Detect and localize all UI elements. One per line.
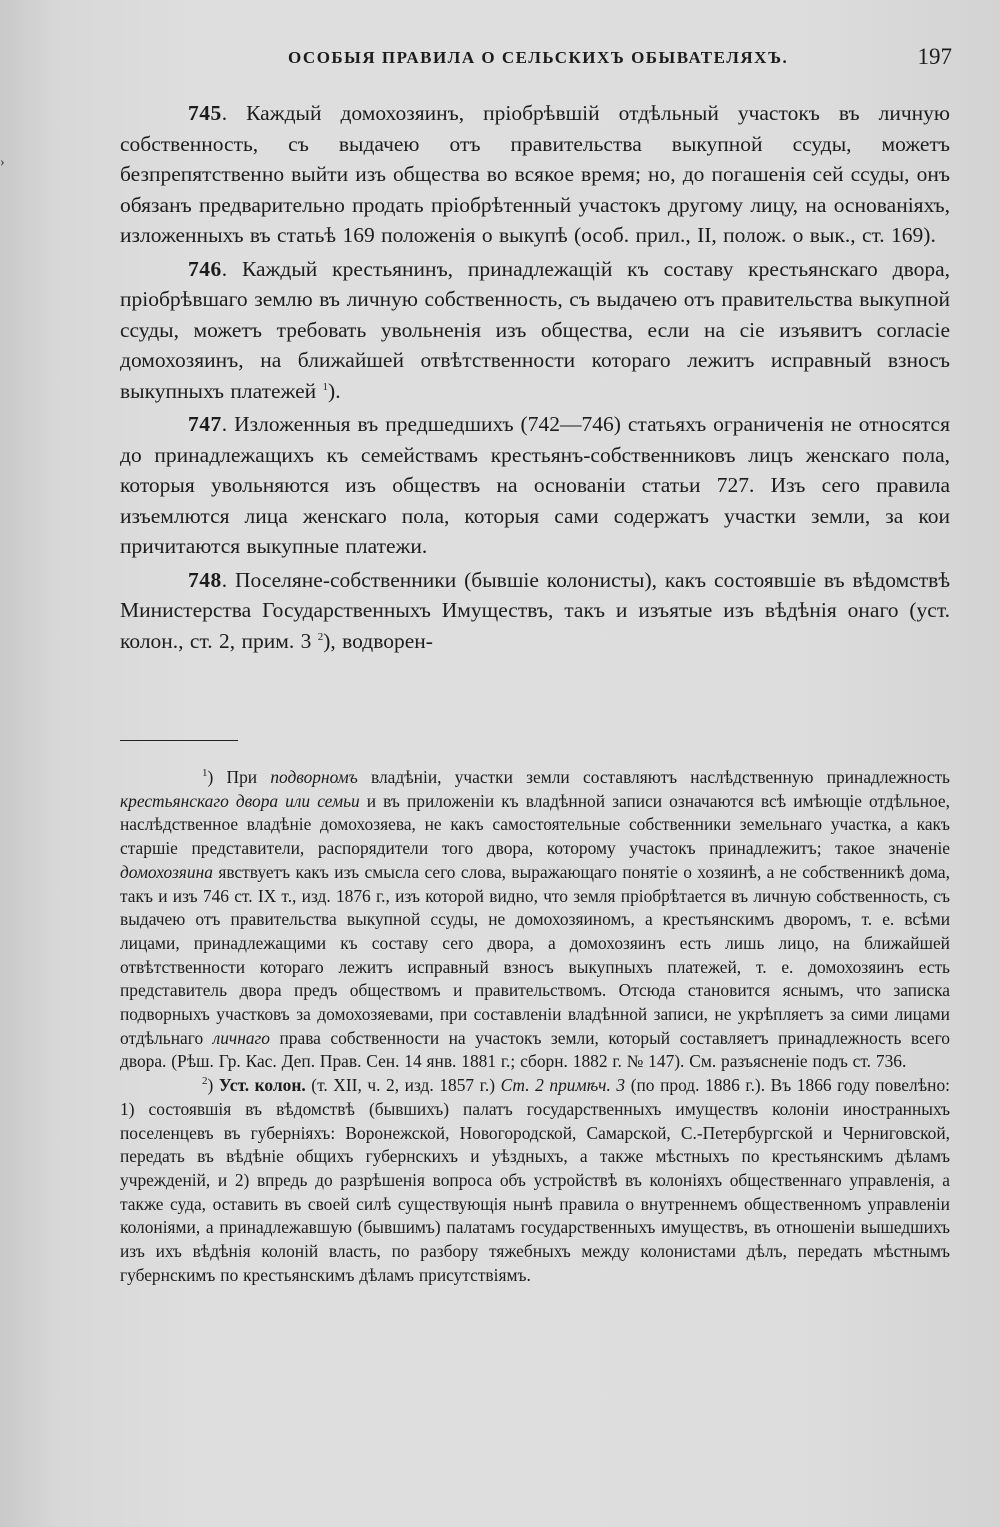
footnote-text-segment: личнаго (212, 1027, 271, 1048)
footnote-text-segment: домохозяина (120, 861, 213, 882)
article-747 (120, 409, 950, 562)
footnote-2 (120, 1074, 950, 1287)
article-number: 746 (188, 256, 222, 281)
main-text (120, 98, 950, 659)
footnote-text-segment: ) При (207, 767, 271, 787)
footnote-text-segment: владѣніи, участки земли составляютъ наслѣдственную принадлежность (357, 767, 950, 787)
footnote-text-segment: (по прод. 1886 г.). Въ 1866 году повелѣно: 1) состоявшія въ вѣдомствѣ (бывшихъ) палатъ государственныхъ имуществъ колоніи иностранныхъ поселенцевъ въ губерніяхъ: Воронежской, Новогородской, Самарской, С.-Петербургской и Черниговской, передать въ вѣдѣніе общихъ губернскихъ и уѣздныхъ, а также мѣстныхъ по крестьянскимъ дѣламъ учрежденій, и 2) впредь до разрѣшенія вопроса объ устройствѣ въ колоніяхъ общественнаго управленія, а также суда, оставить въ своей силѣ существующія нынѣ правила о внутреннемъ общественномъ управленіи колоніями, а принадлежавшую (бывшимъ) палатамъ государственныхъ имуществъ, въ отношеніи вышедшихъ изъ ихъ вѣдѣнія колоній власть, по разбору тяжебныхъ между колонистами дѣлъ, передать мѣстнымъ губернскимъ по крестьянскимъ дѣламъ присутствіямъ. (120, 1075, 950, 1285)
footnote-text-segment: Уст. колон. (218, 1075, 306, 1096)
article-number: 745 (188, 101, 222, 125)
article-745 (120, 98, 950, 251)
article-text-tail: ). (328, 378, 341, 403)
footnote-separator (120, 740, 238, 741)
footnote-text-segment: Ст. 2 примѣч. 3 (500, 1075, 626, 1096)
article-text-tail: ), водворен- (323, 628, 433, 653)
page-number: 197 (917, 44, 952, 69)
footnotes (120, 766, 950, 1287)
footnote-1 (120, 766, 950, 1074)
article-text: . Каждый домохозяинъ, пріобрѣвшій отдѣльный участокъ въ личную собственность, съ выдачею отъ правительства выкупной ссуды, можетъ безпрепятственно выйти изъ общества во всякое время; но, до погашенія сей ссуды, онъ обязанъ предварительно продать пріобрѣтенный участокъ другому лицу, на основаніяхъ, изложенныхъ въ статьѣ 169 положенія о выкупѣ (особ. прил., II, полож. о вык., ст. 169). (120, 101, 950, 247)
article-748 (120, 565, 950, 657)
article-746 (120, 254, 950, 407)
article-number: 747 (188, 412, 222, 436)
article-text: . Изложенныя въ предшедшихъ (742—746) статьяхъ ограниченія не относятся до принадлежащихъ къ семействамъ крестьянъ-собственниковъ лицъ женскаго пола, которыя увольняются изъ обществъ на основаніи статьи 727. Изъ сего правила изъемлются лица женскаго пола, которыя сами содержатъ участки земли, за кои причитаются выкупные платежи. (120, 412, 950, 558)
footnote-marker: 2 (202, 1075, 208, 1088)
footnote-ref[interactable]: 1 (322, 380, 329, 393)
footnote-text-segment: явствуетъ какъ изъ смысла сего слова, выражающаго понятіе о хозяинѣ, а не собственникѣ дома, такъ и изъ 746 ст. IX т., изд. 1876 г., изъ которой видно, что земля пріобрѣтается въ личную собственность, съ выдачею отъ правительства выкупной ссуды, не домохозяиномъ, а крестьянскимъ дворомъ, т. е. всѣми лицами, принадлежащими къ составу сего двора, а домохозяинъ есть лишь лицо, на ближайшей отвѣтственности котораго лежитъ исправный взносъ выкупныхъ платежей, т. е. домохозяинъ есть представитель двора предъ обществомъ и правительствомъ. Отсюда становится яснымъ, что записка подворныхъ участковъ за домохозяевами, при составленіи владѣнной записи, не укрѣпляетъ за сими лицами отдѣльнаго (120, 861, 950, 1048)
footnote-text-segment: крестьянскаго двора или семьи (120, 790, 360, 811)
footnote-text-segment: ) (207, 1075, 219, 1096)
article-number: 748 (188, 567, 222, 592)
running-title: ОСОБЫЯ ПРАВИЛА О СЕЛЬСКИХЪ ОБЫВАТЕЛЯХЪ. (288, 48, 789, 67)
page-header (118, 44, 954, 74)
footnote-marker: 1 (202, 767, 208, 780)
footnote-text-segment: (т. XII, ч. 2, изд. 1857 г.) (305, 1075, 501, 1096)
footnote-text-segment: и въ приложеніи къ владѣнной записи означаются всѣ имѣющіе отдѣльное, наслѣдственное владѣніе домохозяева, не какъ самостоятельные собственники земельнаго участка, а какъ старшіе представители, распорядители того двора, которому участокъ принадлежитъ; такое значеніе (120, 790, 950, 859)
article-text: . Каждый крестьянинъ, принадлежащій къ составу крестьянскаго двора, пріобрѣвшаго землю въ личную собственность, съ выдачею отъ правительства выкупной ссуды, можетъ требовать увольненія изъ общества, если на сіе изъявитъ согласіе домохозяинъ, на ближайшей отвѣтственности котораго лежитъ исправный взносъ выкупныхъ платежей (120, 256, 950, 403)
footnote-text-segment: подворномъ (270, 767, 358, 787)
footnote-ref[interactable]: 2 (317, 630, 324, 643)
margin-mark: › (0, 155, 5, 170)
article-text: . Поселяне-собственники (бывшіе колонисты), какъ состоявшіе въ вѣдомствѣ Министерства Государственныхъ Имуществъ, такъ и изъятые изъ вѣдѣнія онаго (уст. колон., ст. 2, прим. 3 (120, 567, 950, 653)
footnote-text-segment: права собственности на участокъ земли, который составляетъ принадлежность всего двора. (Рѣш. Гр. Кас. Деп. Прав. Сен. 14 янв. 1881 г.; сборн. 1882 г. № 147). См. разъясненіе подъ ст. 736. (120, 1027, 950, 1072)
